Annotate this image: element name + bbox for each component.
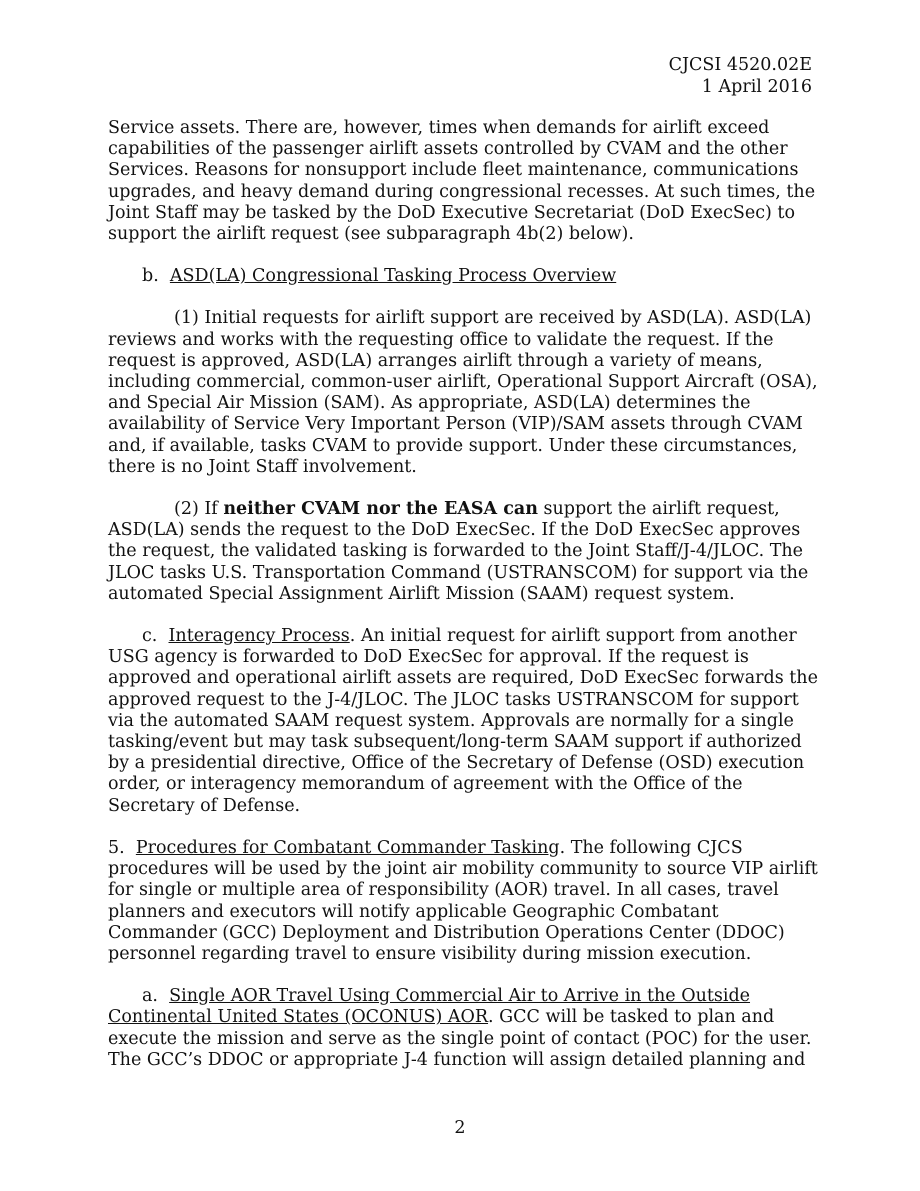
paragraph-5-text: . The following CJCS procedures will be used by the joint air mobility community to source VIP airlift for single or multiple area of responsibility (AOR) travel. In all cases, travel planners and executors will notify applicable Geographic Combatant Commander (GCC) Deployment and Distribution Operations Center (DDOC) personnel regarding travel to ensure visibility during mission execution. — [108, 837, 818, 964]
paragraph-4b2-text: support the airlift request, ASD(LA) sends the request to the DoD ExecSec. If the DoD ExecSec approves the request, the validated tasking is forwarded to the Joint Staff/J-4/JLOC. The JLOC tasks U.S. Transportation Command (USTRANSCOM) for support via the automated Special Assignment Airlift Mission (SAAM) request system. — [108, 499, 809, 604]
paragraph-4c — [108, 626, 820, 817]
paragraph-4b2 — [108, 499, 820, 605]
paragraph-4b-label: b. — [142, 266, 159, 287]
paragraph-5-label: 5. — [108, 837, 125, 858]
section-4c-title: Interagency Process — [168, 626, 350, 647]
section-5a-title: Single AOR Travel Using Commercial Air to Arrive in the Outside Continental United States (OCONUS) AOR — [108, 986, 751, 1028]
document-header — [669, 54, 812, 98]
paragraph-4b1: (1) Initial requests for airlift support are received by ASD(LA). ASD(LA) reviews and works with the requesting office to validate the request. If the request is approved, ASD(LA) arranges airlift through a variety of means, including commercial, common-user airlift, Operational Support Aircraft (OSA), and Special Air Mission (SAM). As appropriate, ASD(LA) determines the availability of Service Very Important Person (VIP)/SAM assets through CVAM and, if available, tasks CVAM to provide support. Under these circumstances, there is no Joint Staff involvement. — [108, 308, 818, 477]
paragraph-5a-label: a. — [142, 986, 158, 1007]
paragraph-4b2-lead: (2) If — [174, 499, 224, 520]
bold-emphasis: neither CVAM nor the EASA can — [223, 499, 538, 520]
paragraph-4c-text: . An initial request for airlift support from another USG agency is forwarded to DoD ExecSec for approval. If the request is approved and operational airlift assets are required, DoD ExecSec forwards the approved request to the J-4/JLOC. The JLOC tasks USTRANSCOM for support via the automated SAAM request system. Approvals are normally for a single tasking/event but may task subsequent/long-term SAAM support if authorized by a presidential directive, Office of the Secretary of Defense (OSD) execution order, or interagency memorandum of agreement with the Office of the Secretary of Defense. — [108, 626, 818, 816]
document-body — [108, 118, 820, 1092]
document-id: CJCSI 4520.02E — [668, 55, 812, 75]
page-number: 2 — [454, 1118, 466, 1138]
paragraph-5 — [108, 838, 820, 965]
paragraph-4c-label: c. — [142, 626, 158, 647]
document-date: 1 April 2016 — [701, 77, 812, 97]
paragraph-5a-text: . GCC will be tasked to plan and execute the mission and serve as the single point of contact (POC) for the user. The GCC’s DDOC or appropriate J-4 function will assign detailed planning and — [108, 1007, 812, 1070]
section-5-title: Procedures for Combatant Commander Tasking — [135, 837, 560, 858]
paragraph-intro: Service assets. There are, however, times when demands for airlift exceed capabilities of the passenger airlift assets controlled by CVAM and the other Services. Reasons for nonsupport include fleet maintenance, communications upgrades, and heavy demand during congressional recesses. At such times, the Joint Staff may be tasked by the DoD Executive Secretariat (DoD ExecSec) to support the airlift request (see subparagraph 4b(2) below). — [108, 118, 816, 245]
paragraph-5a — [108, 986, 820, 1071]
paragraph-4b-heading — [108, 266, 820, 287]
section-4b-title: ASD(LA) Congressional Tasking Process Overview — [169, 266, 617, 287]
